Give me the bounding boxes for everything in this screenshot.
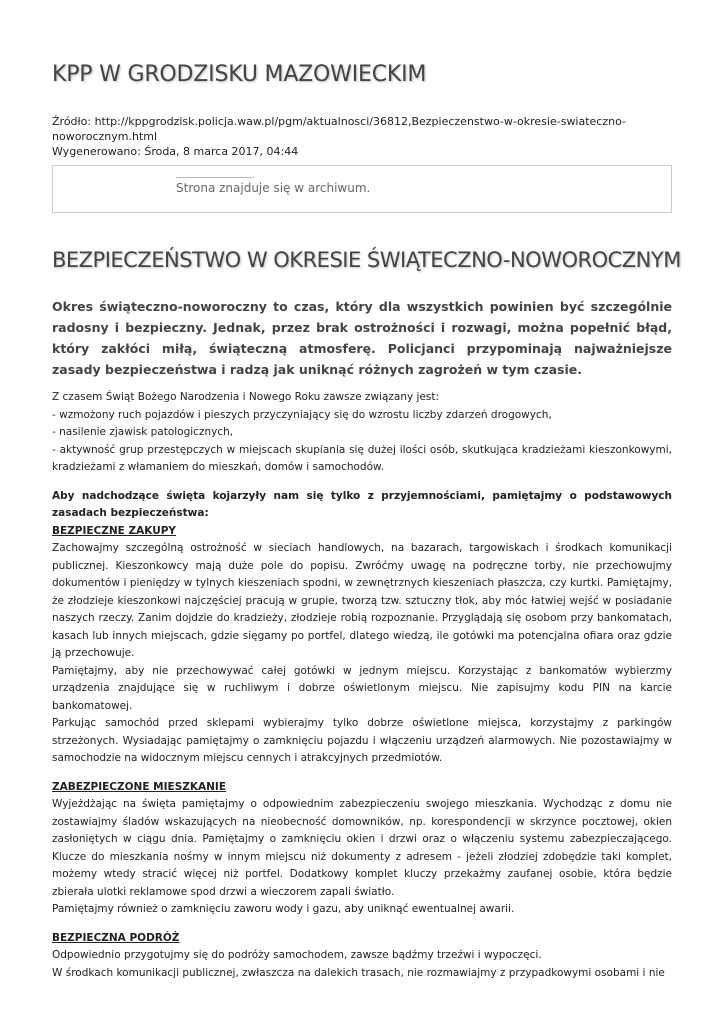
article-title: BEZPIECZEŃSTWO W OKRESIE ŚWIĄTECZNO-NOWOROCZNYM <box>52 248 681 272</box>
intro-line: Z czasem Świąt Bożego Narodzenia i Nowego Roku zawsze związany jest: <box>52 391 440 403</box>
intro-line: - nasilenie zjawisk patologicznych, <box>52 426 234 438</box>
section-paragraph: W środkach komunikacji publicznej, zwłaszcza na dalekich trasach, nie rozmawiajmy z przypadkowymi osobami i nie <box>52 966 665 979</box>
generated-line: Wygenerowano: Środa, 8 marca 2017, 04:44 <box>52 145 299 158</box>
archive-divider <box>176 177 254 178</box>
section-heading: BEZPIECZNA PODRÓŻ <box>52 931 180 944</box>
section-heading: ZABEZPIECZONE MIESZKANIE <box>52 780 226 793</box>
site-title: KPP W GRODZISKU MAZOWIECKIM <box>52 62 427 87</box>
intro-line: - aktywność grup przestępczych w miejscach skupiania się dużej ilości osób, skutkująca kradzieżami kieszonkowymi, kradzieżami z włamaniem do mieszkań, domów i samochodów. <box>52 443 672 473</box>
archive-notice: Strona znajduje się w archiwum. <box>176 181 371 195</box>
archive-notice-box <box>52 165 672 213</box>
section-paragraph: Wyjeżdżając na święta pamiętajmy o odpowiednim zabezpieczeniu swojego mieszkania. Wychodząc z domu nie zostawiajmy śladów wskazujących na nieobecność domowników, np. korespondencji w skrzynce pocztowej, okien zasłoniętych w ciągu dnia. Pamiętajmy o zamknięciu okien i drzwi oraz o włączeniu systemu zabezpieczającego. Klucze do mieszkania nośmy w innym miejscu niż dokumenty z adresem - jeżeli złodziej zdobędzie taki komplet, możemy wtedy stracić więcej niż portfel. Dodatkowy komplet kluczy przekażmy zaufanej osobie, która będzie zbierała ulotki reklamowe spod drzwi a wieczorem zapali światło. <box>52 798 672 898</box>
source-meta <box>52 114 692 159</box>
section-paragraph: Odpowiednio przygotujmy się do podróży samochodem, zawsze bądźmy trzeźwi i wypoczęci. <box>52 949 542 961</box>
section-paragraph: Pamiętajmy również o zamknięciu zaworu wody i gazu, aby uniknąć ewentualnej awarii. <box>52 903 515 915</box>
source-line: Źródło: http://kppgrodzisk.policja.waw.pl/pgm/aktualnosci/36812,Bezpieczenstwo-w-okresie-swiateczno-noworocznym.html <box>52 115 627 143</box>
intro-line: - wzmożony ruch pojazdów i pieszych przyczyniający się do wzrostu liczby zdarzeń drogowych, <box>52 408 552 421</box>
section-heading: BEZPIECZNE ZAKUPY <box>52 524 177 537</box>
section-paragraph: Parkując samochód przed sklepami wybierajmy tylko dobrze oświetlone miejsca, korzystajmy z parkingów strzeżonych. Wysiadając pamiętajmy o zamknięciu pojazdu i włączeniu urządzeń alarmowych. Nie pozostawiajmy w samochodzie na widocznym miejscu cennych i atrakcyjnych przedmiotów. <box>52 717 672 764</box>
section-paragraph: Pamiętajmy, aby nie przechowywać całej gotówki w jednym miejscu. Korzystając z bankomatów wybierzmy urządzenia znajdujące się w ruchliwym i dobrze oświetlonym miejscu. Nie zapisujmy kodu PIN na karcie bankomatowej. <box>52 664 672 712</box>
section-paragraph: Zachowajmy szczególną ostrożność w sieciach handlowych, na bazarach, targowiskach i środkach komunikacji publicznej. Kieszonkowcy mają duże pole do popisu. Zwróćmy uwagę na podręczne torby, nie przechowujmy dokumentów i pieniędzy w tylnych kieszeniach spodni, w zewnętrznych kieszeniach płaszcza, czy kurtki. Pamiętajmy, że złodzieje kieszonkowi najczęściej pracują w grupie, tworzą tzw. sztuczny tłok, aby móc łatwiej wejść w posiadanie naszych rzeczy. Zanim dojdzie do kradzieży, złodzieje robią rozpoznanie. Przyglądają się osobom przy bankomatach, kasach lub innych miejscach, gdzie sięgamy po portfel, dlatego wiedzą, ile gotówki ma potencjalna ofiara oraz gdzie ją przechowuje. <box>52 542 672 659</box>
article-lead: Okres świąteczno-noworoczny to czas, który dla wszystkich powinien być szczególnie radosny i bezpieczny. Jednak, przez brak ostrożności i rozwagi, można popełnić błąd, który zakłóci miłą, świąteczną atmosferę. Policjanci przypominają najważniejsze zasady bezpieczeństwa i radzą jak uniknąć różnych zagrożeń w tym czasie. <box>52 299 672 377</box>
safety-reminder: Aby nadchodzące święta kojarzyły nam się tylko z przyjemnościami, pamiętajmy o podstawowych zasadach bezpieczeństwa: <box>52 489 672 519</box>
article-body <box>52 389 672 982</box>
